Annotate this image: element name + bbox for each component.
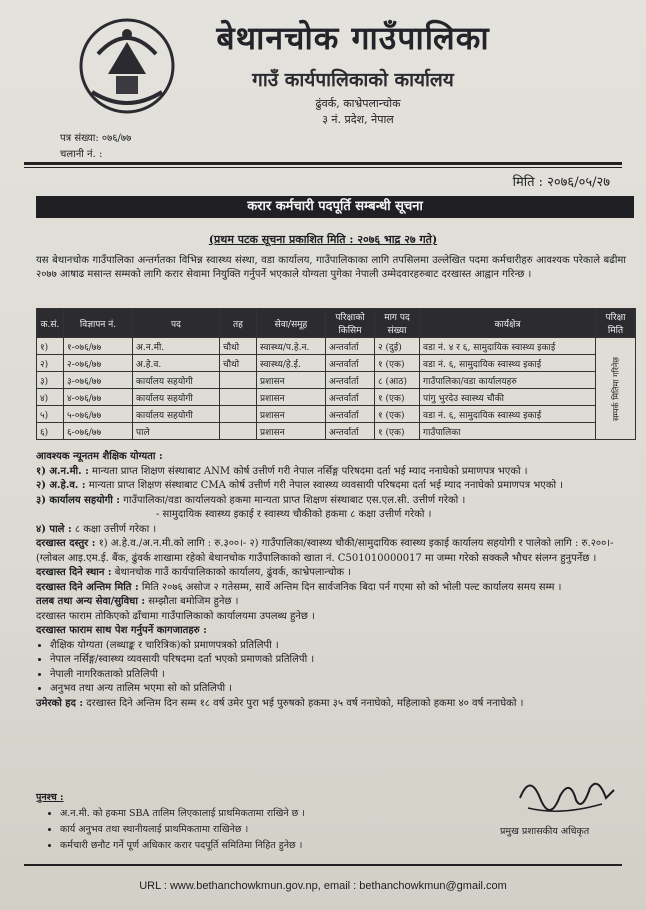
footer-contact: URL : www.bethanchowkmun.gov.np, email : bethanchowkmun@gmail.com: [139, 880, 507, 892]
list-item: • कर्मचारी छनौट गर्ने पूर्ण अधिकार करार पदपूर्ति समितिमा निहित हुनेछ ।: [60, 838, 466, 854]
cell-post: पाले: [133, 423, 220, 440]
cell-service: प्रशासन: [257, 389, 326, 406]
table-row: [37, 389, 636, 406]
table-row: [37, 423, 636, 440]
office-title: बेथानचोक गाउँपालिका: [216, 19, 490, 57]
cell-workplace: वडा नं. ६, सामुदायिक स्वास्थ्य इकाई: [420, 355, 596, 372]
col-header-level: तह: [220, 309, 257, 338]
cell-count: १ (एक): [375, 389, 420, 406]
table-row: [37, 338, 636, 355]
cell-sn: ५): [37, 406, 64, 423]
cell-workplace: पांगु भुरदेउ स्वास्थ्य चौकी: [420, 389, 596, 406]
cell-sn: ४): [37, 389, 64, 406]
list-item: • नेपाली नागरिकताको प्रतिलिपी ।: [50, 668, 626, 683]
cell-exam-type: अन्तर्वार्ता: [326, 338, 375, 355]
deadline-line: दरखास्त दिने अन्तिम मिति : मिति २०७६ असोज २ गतेसम्म, सार्वे अन्तिम दिन सार्वजनिक बिदा पर्न गएमा सो को भोली पल्ट कार्यालय समय सम्म ।: [36, 581, 562, 593]
notes-list: [46, 806, 466, 854]
notice-date: मिति : २०७६/०५/२७: [512, 175, 610, 190]
cell-advert: ३-०७६/७७: [64, 372, 133, 389]
cell-level: चौथो: [220, 355, 257, 372]
cell-advert: २-०७६/७७: [64, 355, 133, 372]
table-row: [37, 406, 636, 423]
cell-level: चौथो: [220, 338, 257, 355]
notes-heading: पुनश्च :: [36, 792, 64, 803]
col-header-exam-date: परिक्षा मिति: [596, 309, 636, 338]
header-divider-thin: [24, 167, 622, 168]
col-header-sn: क.सं.: [37, 309, 64, 338]
notice-banner: करार कर्मचारी पदपूर्ति सम्बन्धी सूचना: [36, 196, 634, 218]
cell-service: स्वास्थ्य/हे.ई.: [257, 355, 326, 372]
cell-post: अ.न.मी.: [133, 338, 220, 355]
signature-icon: [510, 768, 620, 822]
cell-workplace: गाउँपालिका: [420, 423, 596, 440]
cell-post: कार्यालय सहयोगी: [133, 372, 220, 389]
fee-paragraph: दरखास्त दस्तुर : १) अ.हे.व./अ.न.मी.को लागि : रु.३००।- २) गाउँपालिका/स्वास्थ्य चौकी/सामुदायिक स्वास्थ्य इकाई कार्यालय सहयोगी र पालेको लागि : रु.२००।- (ग्लोबल आइ.एम.ई. बैंक, ढुंवर्क शाखामा रहेको बेथानचोक गाउँपालिकाको खाता नं. C501010000017 मा जम्मा गरेको सक्कलै भौचर संलग्न हुनुपर्नेछ ।: [36, 538, 614, 564]
vacancy-table: [36, 308, 636, 440]
col-header-workplace: कार्यक्षेत्र: [420, 309, 596, 338]
cell-level: [220, 389, 257, 406]
col-header-advert: विज्ञापन नं.: [64, 309, 133, 338]
list-item: • कार्य अनुभव तथा स्थानीयलाई प्राथमिकतामा राखिनेछ ।: [60, 822, 466, 838]
cell-count: १ (एक): [375, 355, 420, 372]
list-item: • अ.न.मी. को हकमा SBA तालिम लिएकालाई प्राथमिकतामा राखिने छ ।: [60, 806, 466, 822]
cell-sn: १): [37, 338, 64, 355]
cell-advert: १-०७६/७७: [64, 338, 133, 355]
qualification-item: ३) कार्यालय सहयोगी : गाउँपालिका/वडा कार्यालयको हकमा मान्यता प्राप्त शिक्षण संस्थाबाट एस.एल.सी. उत्तीर्ण गरेको ।: [36, 494, 466, 506]
docs-heading: दरखास्त फाराम साथ पेश गर्नुपर्ने कागजातहरु :: [36, 625, 207, 636]
venue-line: दरखास्त दिने स्थान : बेथानचोक गाउँ कार्यपालिकाको कार्यालय, ढुंवर्क, काभ्रेपलान्चोक ।: [36, 567, 352, 578]
cell-workplace: गाउँपालिका/वडा कार्यालयहरु: [420, 372, 596, 389]
ref-number: पत्र संख्या: ०७६/७७: [60, 133, 132, 144]
age-line: उमेरको हद : दरखास्त दिने अन्तिम दिन सम्म १८ वर्ष उमेर पुरा भई पुरुषको हकमा ३५ वर्ष ननाघेको, महिलाको हकमा ४० वर्ष ननाघेको ।: [36, 697, 524, 709]
cell-service: प्रशासन: [257, 372, 326, 389]
docs-list: [36, 639, 626, 697]
cell-service: स्वास्थ्य/प.हे.न.: [257, 338, 326, 355]
list-item: • नेपाल नर्सिङ्ग/स्वास्थ्य व्यवसायी परिषदमा दर्ता भएको प्रमाणको प्रतिलिपी ।: [50, 653, 626, 668]
first-published-line: (प्रथम पटक सूचना प्रकाशित मिति : २०७६ भाद्र २७ गते): [208, 233, 438, 246]
list-item: • अनुभव तथा अन्य तालिम भएमा सो को प्रतिलिपी ।: [50, 682, 626, 697]
cell-count: १ (एक): [375, 423, 420, 440]
cell-count: १ (एक): [375, 406, 420, 423]
col-header-exam-type: परिक्षाको किसिम: [326, 309, 375, 338]
cell-post: अ.हे.व.: [133, 355, 220, 372]
cell-exam-type: अन्तर्वार्ता: [326, 372, 375, 389]
office-subtitle: गाउँ कार्यपालिकाको कार्यालय: [252, 69, 454, 91]
cell-advert: ६-०७६/७७: [64, 423, 133, 440]
table-row: [37, 355, 636, 372]
notes-block: [36, 790, 466, 854]
col-header-post: पद: [133, 309, 220, 338]
cell-exam-type: अन्तर्वार्ता: [326, 423, 375, 440]
intro-paragraph: यस बेथानचोक गाउँपालिका अन्तर्गतका विभिन्न स्वास्थ्य संस्था, वडा कार्यालय, गाउँपालिकाका लागि तपसिलमा उल्लेखित पदमा कर्मचारीहरु आवश्यक परेकाले बढीमा २०७७ आषाढ मसान्त सम्मको लागि करार सेवामा नियुक्ति गर्नुपर्ने भएकाले योग्यता पुगेका नेपाली उम्मेदवारहरुबाट दरखास्त आह्वान गरिन्छ ।: [36, 255, 626, 280]
cell-workplace: वडा नं. ४ र ६, सामुदायिक स्वास्थ्य इकाई: [420, 338, 596, 355]
col-header-service: सेवा/समूह: [257, 309, 326, 338]
cell-level: [220, 406, 257, 423]
salary-line: तलब तथा अन्य सेवा/सुविधा : सम्झौता बमोजिम हुनेछ ।: [36, 596, 239, 607]
cell-count: ८ (आठ): [375, 372, 420, 389]
cell-service: प्रशासन: [257, 406, 326, 423]
cell-service: प्रशासन: [257, 423, 326, 440]
cell-exam-type: अन्तर्वार्ता: [326, 355, 375, 372]
footer-divider: [24, 864, 622, 866]
cell-sn: २): [37, 355, 64, 372]
cell-exam-type: अन्तर्वार्ता: [326, 389, 375, 406]
qualification-item: २) अ.हे.व. : मान्यता प्राप्त शिक्षण संस्थाबाट CMA कोर्ष उत्तीर्ण गरी नेपाल स्वास्थ्य व्यवसायी परिषदमा दर्ता भई म्याद ननाघेको प्रमाणपत्र भएको ।: [36, 480, 564, 491]
cell-post: कार्यालय सहयोगी: [133, 406, 220, 423]
cell-exam-date: सम्पर्क मितिमा गरिनेछ: [596, 338, 636, 440]
cell-workplace: वडा नं. ६, सामुदायिक स्वास्थ्य इकाई: [420, 406, 596, 423]
qualification-heading: आवश्यक न्यूनतम शैक्षिक योग्यता :: [36, 451, 163, 462]
table-row: [37, 372, 636, 389]
header-divider: [24, 162, 622, 165]
signatory-title: प्रमुख प्रशासकीय अधिकृत: [500, 826, 590, 837]
cell-post: कार्यालय सहयोगी: [133, 389, 220, 406]
form-note: दरखास्त फाराम तोकिएको ढाँचामा गाउँपालिकाको कार्यालयमा उपलब्ध हुनेछ ।: [36, 610, 315, 622]
cell-count: २ (दुई): [375, 338, 420, 355]
cell-sn: ६): [37, 423, 64, 440]
col-header-count: माग पद संख्या: [375, 309, 420, 338]
cell-advert: ४-०७६/७७: [64, 389, 133, 406]
cell-level: [220, 372, 257, 389]
qualification-item: - सामुदायिक स्वास्थ्य इकाई र स्वास्थ्य चौकीको हकमा ८ कक्षा उत्तीर्ण गरेको ।: [156, 509, 432, 520]
address-line-1: ढुंवर्क, काभ्रेपलान्चोक: [315, 97, 401, 110]
qualification-item: १) अ.न.मी. : मान्यता प्राप्त शिक्षण संस्थाबाट ANM कोर्ष उत्तीर्ण गरी नेपाल नर्सिङ्ग परिषदमा दर्ता भई म्याद ननाघेको प्रमाणपत्र भएको ।: [36, 465, 528, 477]
cell-level: [220, 423, 257, 440]
notice-body: [36, 450, 626, 711]
cell-advert: ५-०७६/७७: [64, 406, 133, 423]
list-item: • शैक्षिक योग्यता (लब्धाङ्क र चारित्रिक)को प्रमाणपत्रको प्रतिलिपी ।: [50, 639, 626, 654]
cell-exam-type: अन्तर्वार्ता: [326, 406, 375, 423]
qualification-item: ४) पाले : ८ कक्षा उत्तीर्ण गरेका ।: [36, 523, 157, 535]
dispatch-number: चलानी नं. :: [60, 149, 103, 160]
cell-sn: ३): [37, 372, 64, 389]
address-line-2: ३ नं. प्रदेश, नेपाल: [322, 113, 394, 126]
